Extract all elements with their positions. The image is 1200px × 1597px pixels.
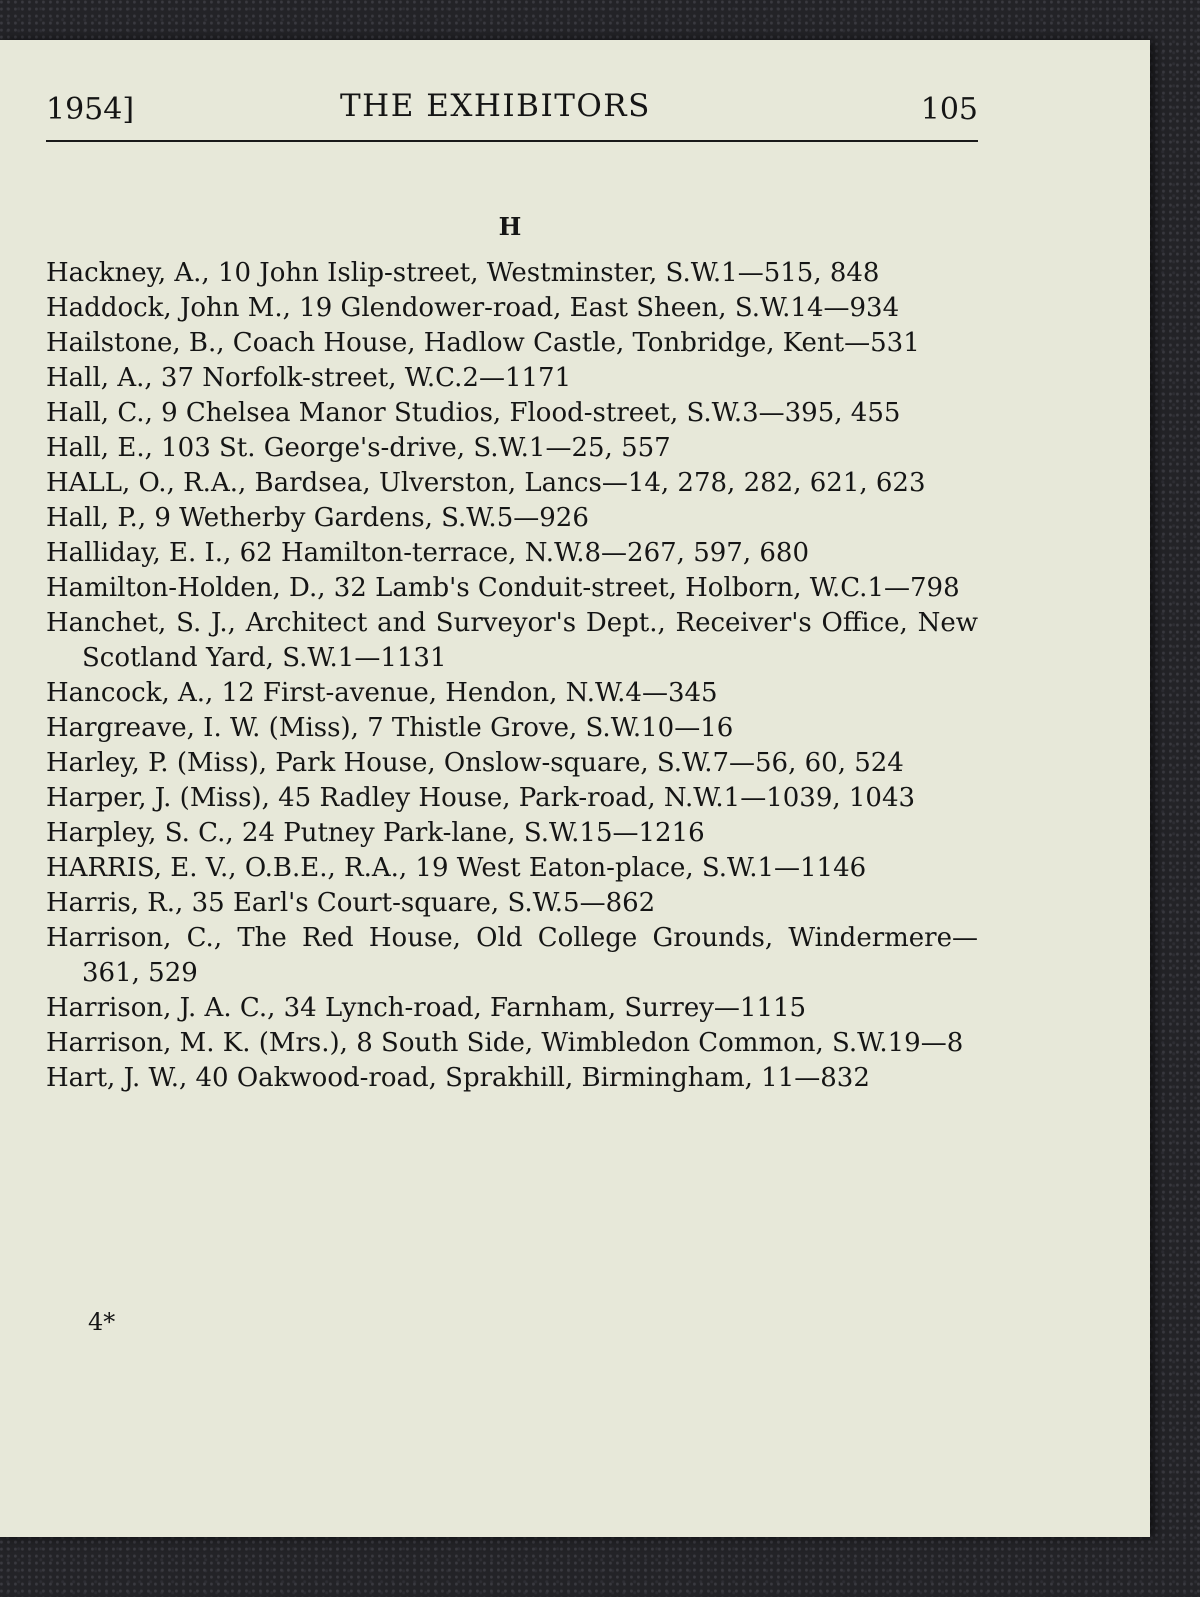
exhibitor-entry: Hall, C., 9 Chelsea Manor Studios, Flood-street, S.W.3—395, 455 [46, 398, 901, 428]
signature-mark: 4* [88, 1308, 116, 1336]
exhibitor-entry: Hanchet, S. J., Architect and Surveyor's Dept., Receiver's Office, New Scotland Yard, S.W.1—1131 [46, 608, 978, 673]
exhibitor-entry: Harpley, S. C., 24 Putney Park-lane, S.W.15—1216 [46, 818, 705, 848]
header-year: 1954] [46, 92, 135, 127]
exhibitor-entry: HARRIS, E. V., O.B.E., R.A., 19 West Eaton-place, S.W.1—1146 [46, 853, 867, 883]
exhibitor-entry: Hackney, A., 10 John Islip-street, Westminster, S.W.1—515, 848 [46, 258, 880, 288]
exhibitor-entry: Harrison, J. A. C., 34 Lynch-road, Farnham, Surrey—1115 [46, 993, 807, 1023]
exhibitor-entry: Hargreave, I. W. (Miss), 7 Thistle Grove, S.W.10—16 [46, 713, 734, 743]
exhibitor-entry: Harrison, C., The Red House, Old College Grounds, Windermere—361, 529 [46, 923, 978, 988]
exhibitor-entry: Harris, R., 35 Earl's Court-square, S.W.5—862 [46, 888, 656, 918]
exhibitor-entry: Harper, J. (Miss), 45 Radley House, Park-road, N.W.1—1039, 1043 [46, 783, 916, 813]
exhibitor-entry: Hailstone, B., Coach House, Hadlow Castle, Tonbridge, Kent—531 [46, 328, 920, 358]
exhibitor-entry: Harrison, M. K. (Mrs.), 8 South Side, Wimbledon Common, S.W.19—8 [46, 1028, 964, 1058]
page-title: THE EXHIBITORS [340, 88, 651, 124]
exhibitor-entry: Hall, E., 103 St. George's-drive, S.W.1—25, 557 [46, 433, 671, 463]
exhibitor-entry: Hall, A., 37 Norfolk-street, W.C.2—1171 [46, 363, 572, 393]
exhibitor-entry: Halliday, E. I., 62 Hamilton-terrace, N.W.8—267, 597, 680 [46, 538, 809, 568]
exhibitor-entry: Hart, J. W., 40 Oakwood-road, Sprakhill, Birmingham, 11—832 [46, 1063, 870, 1093]
page-number: 105 [920, 92, 978, 127]
exhibitor-entry: Harley, P. (Miss), Park House, Onslow-square, S.W.7—56, 60, 524 [46, 748, 904, 778]
exhibitor-entry: HALL, O., R.A., Bardsea, Ulverston, Lancs—14, 278, 282, 621, 623 [46, 468, 926, 498]
exhibitor-entry: Hamilton-Holden, D., 32 Lamb's Conduit-street, Holborn, W.C.1—798 [46, 573, 960, 603]
exhibitor-entry: Haddock, John M., 19 Glendower-road, East Sheen, S.W.14—934 [46, 293, 900, 323]
section-letter: H [498, 212, 522, 241]
exhibitor-entry: Hancock, A., 12 First-avenue, Hendon, N.W.4—345 [46, 678, 718, 708]
header-rule [46, 140, 978, 142]
exhibitor-list [46, 256, 978, 1096]
page-header [46, 88, 978, 138]
exhibitor-entry: Hall, P., 9 Wetherby Gardens, S.W.5—926 [46, 503, 589, 533]
